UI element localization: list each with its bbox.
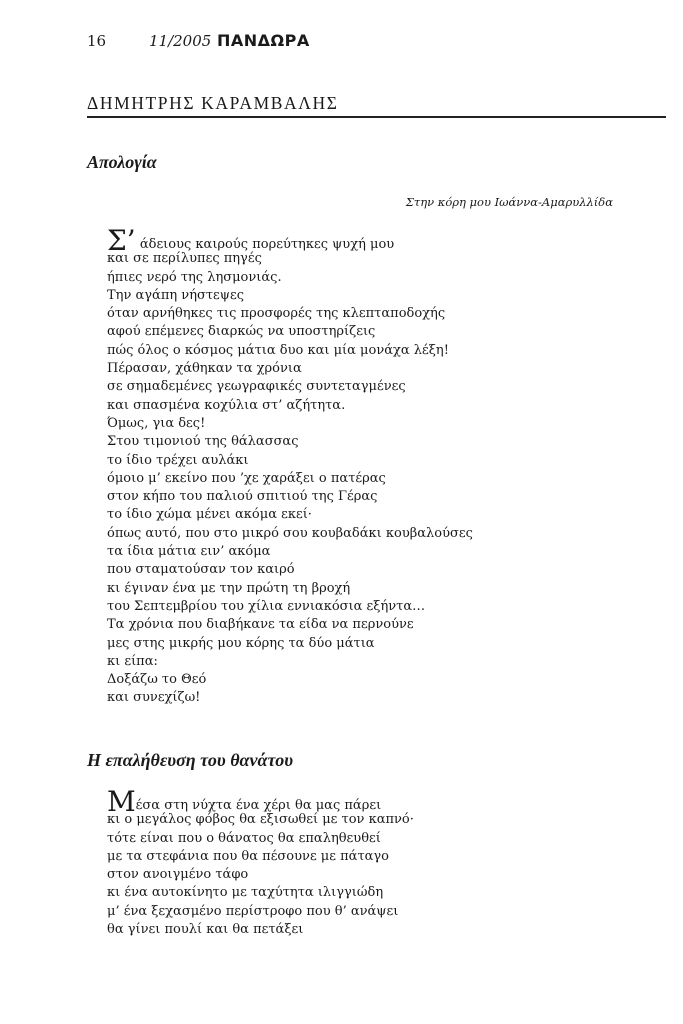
poem-line: με τα στεφάνια που θα πέσουνε με πάταγο	[107, 848, 390, 864]
dedication: Στην κόρη μου Ιωάννα-Αμαρυλλίδα	[405, 195, 613, 209]
poem-line: αφού επέμενες διαρκώς να υποστηρίζεις	[107, 324, 376, 340]
poem-line: θα γίνει πουλί και θα πετάξει	[107, 922, 304, 938]
poem-line: στον ανοιγμένο τάφο	[107, 867, 249, 883]
poem-line: κι είπα:	[107, 653, 158, 669]
poem-line	[107, 785, 414, 818]
poem-line: και συνεχίζω!	[107, 690, 201, 706]
poem-line: Την αγάπη νήστεψες	[107, 287, 244, 303]
magazine-name: ΠΑΝΔΩΡΑ	[217, 31, 310, 50]
drop-cap: Σ’	[107, 224, 136, 257]
poem-line: στον κήπο του παλιού σπιτιού της Γέρας	[107, 489, 378, 505]
poem-line: τότε είναι που ο θάνατος θα επαληθευθεί	[107, 830, 381, 846]
poem-line: Όμως, για δες!	[107, 415, 206, 431]
poem-line: όμοιο μ’ εκείνο που ’χε χαράξει ο πατέρας	[107, 470, 386, 486]
poem-line: ήπιες νερό της λησμονιάς.	[107, 269, 282, 285]
poem-line: που σταματούσαν τον καιρό	[107, 562, 295, 578]
poem-line: Στου τιμονιού της θάλασσας	[107, 434, 299, 450]
poem-line: όπως αυτό, που στο μικρό σου κουβαδάκι κουβαλούσες	[107, 525, 473, 541]
poem-line: κι ένα αυτοκίνητο με ταχύτητα ιλιγγιώδη	[107, 885, 384, 901]
poem-line: του Σεπτεμβρίου του χίλια εννιακόσια εξήντα…	[107, 598, 426, 614]
poem-line: τα ίδια μάτια ειν’ ακόμα	[107, 544, 271, 560]
poem-title: Η επαλήθευση του θανάτου	[87, 750, 294, 770]
poem-body	[107, 224, 473, 708]
poem-line: Δοξάζω το Θεό	[107, 672, 207, 688]
poem-line: μ’ ένα ξεχασμένο περίστροφο που θ’ ανάψει	[107, 903, 399, 919]
poem-title: Απολογία	[87, 152, 157, 172]
header-rule	[87, 116, 666, 118]
page-number: 16	[87, 32, 107, 50]
page-header	[87, 30, 647, 52]
poem-line: Τα χρόνια που διαβήκανε τα είδα να περνούνε	[107, 617, 414, 633]
poem-line: το ίδιο τρέχει αυλάκι	[107, 452, 249, 468]
poem-line: κι έγιναν ένα με την πρώτη τη βροχή	[107, 580, 351, 596]
author-name: ΔΗΜΗΤΡΗΣ ΚΑΡΑΜΒΑΛΗΣ	[87, 93, 339, 113]
poem-line: το ίδιο χώμα μένει ακόμα εκεί·	[107, 507, 312, 523]
poem-line: και σε περίλυπες πηγές	[107, 251, 262, 267]
issue-date: 11/2005	[149, 32, 212, 50]
poem-line	[107, 224, 473, 257]
poem-line: σε σημαδεμένες γεωγραφικές συντεταγμένες	[107, 379, 406, 395]
poem-line: κι ο μεγάλος φόβος θα εξισωθεί με τον καπνό·	[107, 812, 414, 828]
poem-line: και σπασμένα κοχύλια στ’ αζήτητα.	[107, 397, 346, 413]
drop-cap: Μ	[107, 785, 136, 818]
poem-line-text: άδειους καιρούς πορεύτηκες ψυχή μου	[135, 237, 395, 252]
poem-line: μες στης μικρής μου κόρης τα δύο μάτια	[107, 635, 375, 651]
poem-line: Πέρασαν, χάθηκαν τα χρόνια	[107, 361, 302, 377]
poem-body	[107, 785, 414, 939]
poem-line-text: έσα στη νύχτα ένα χέρι θα μας πάρει	[135, 798, 382, 813]
poem-line: πώς όλος ο κόσμος μάτια δυο και μία μονάχα λέξη!	[107, 342, 449, 358]
poem-line: όταν αρνήθηκες τις προσφορές της κλεπταποδοχής	[107, 306, 446, 322]
